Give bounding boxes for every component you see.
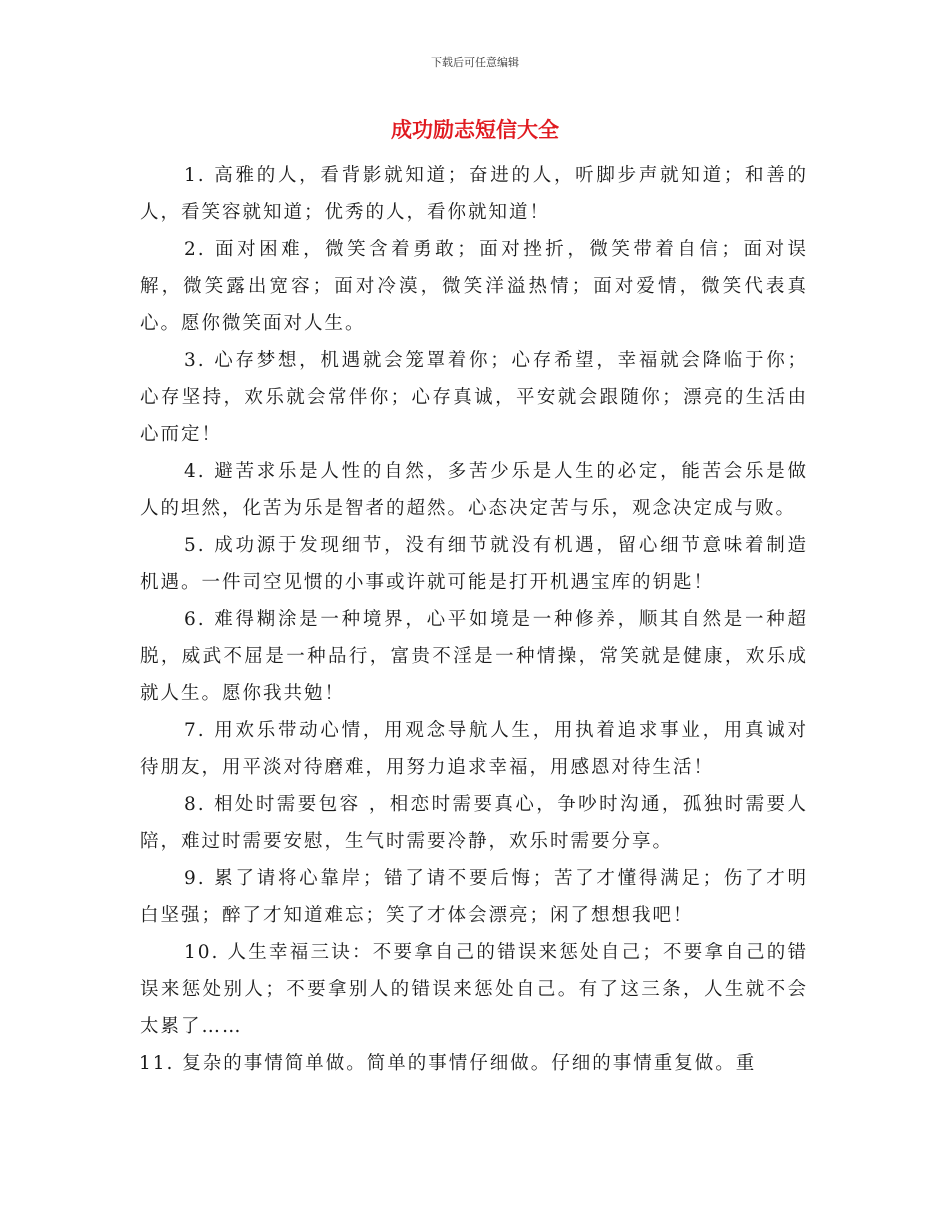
paragraph-6: 6. 难得糊涂是一种境界，心平如境是一种修养，顺其自然是一种超脱，威武不屈是一种品行，富贵不淫是一种情操，常笑就是健康，欢乐成就人生。愿你我共勉！: [140, 609, 808, 704]
paragraph-7: 7. 用欢乐带动心情，用观念导航人生，用执着追求事业，用真诚对待朋友，用平淡对待磨难，用努力追求幸福，用感恩对待生活！: [140, 720, 808, 778]
paragraph-2: 2. 面对困难，微笑含着勇敢；面对挫折，微笑带着自信；面对误解，微笑露出宽容；面对冷漠，微笑洋溢热情；面对爱情，微笑代表真心。愿你微笑面对人生。: [140, 239, 808, 334]
paragraph-3: 3. 心存梦想，机遇就会笼罩着你；心存希望，幸福就会降临于你；心存坚持，欢乐就会常伴你；心存真诚，平安就会跟随你；漂亮的生活由心而定！: [140, 350, 808, 445]
paragraph-10: 10. 人生幸福三诀：不要拿自己的错误来惩处自己；不要拿自己的错误来惩处别人；不要拿别人的错误来惩处自己。有了这三条，人生就不会太累了……: [140, 942, 808, 1037]
paragraph-11: 11. 复杂的事情简单做。简单的事情仔细做。仔细的事情重复做。重: [139, 1053, 757, 1074]
paragraph-1: 1. 高雅的人，看背影就知道；奋进的人，听脚步声就知道；和善的人，看笑容就知道；优秀的人，看你就知道！: [140, 165, 808, 223]
paragraph-5: 5. 成功源于发现细节，没有细节就没有机遇，留心细节意味着制造机遇。一件司空见惯的小事或许就可能是打开机遇宝库的钥匙！: [140, 535, 808, 593]
document-title: 成功励志短信大全: [391, 118, 559, 142]
header-note: 下载后可任意编辑: [431, 56, 519, 69]
paragraph-9: 9. 累了请将心靠岸；错了请不要后悔；苦了才懂得满足；伤了才明白坚强；醉了才知道难忘；笑了才体会漂亮；闲了想想我吧！: [140, 868, 808, 926]
paragraph-8: 8. 相处时需要包容 ，相恋时需要真心，争吵时沟通，孤独时需要人陪，难过时需要安慰，生气时需要冷静，欢乐时需要分享。: [140, 794, 808, 852]
paragraph-4: 4. 避苦求乐是人性的自然，多苦少乐是人生的必定，能苦会乐是做人的坦然，化苦为乐是智者的超然。心态决定苦与乐，观念决定成与败。: [140, 461, 808, 519]
document-body: [140, 157, 808, 1082]
